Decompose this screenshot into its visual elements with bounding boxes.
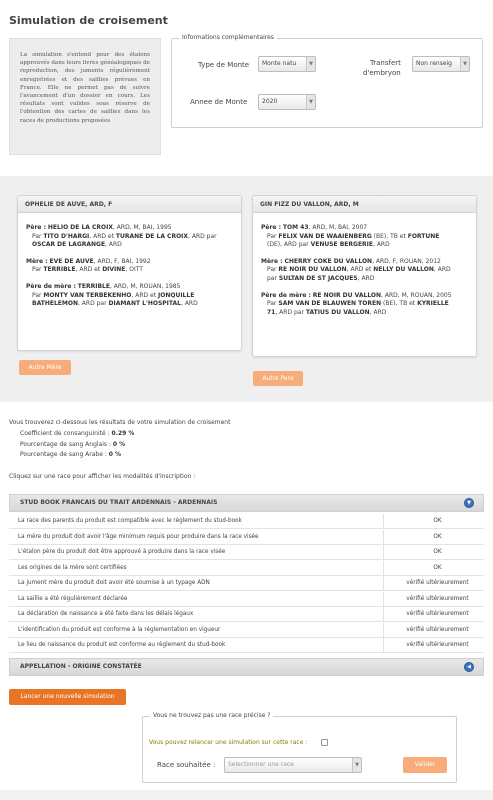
ancestor-info: , OITT bbox=[125, 266, 143, 274]
rule-text: L'identification du produit est conforme à la réglementation en vigueur bbox=[18, 626, 221, 633]
ancestor-name: DIVINE bbox=[102, 266, 126, 274]
chevron-down-icon: ▼ bbox=[352, 758, 361, 772]
ancestor-info: (BE), TB et bbox=[381, 300, 416, 308]
consanguinite-value: 0.29 % bbox=[111, 430, 135, 437]
par-text: Par bbox=[32, 291, 42, 299]
race-select[interactable] bbox=[224, 757, 362, 773]
pere-info: , ARD, M, BAI, 2007 bbox=[308, 224, 368, 231]
table-row bbox=[9, 607, 484, 622]
ancestor-info: , ARD et bbox=[89, 232, 114, 240]
chevron-down-icon: ▼ bbox=[460, 57, 469, 71]
father-panel bbox=[252, 195, 477, 357]
ancestor-info: , ARD par bbox=[77, 300, 107, 308]
rule-status: vérifié ultérieurement bbox=[383, 623, 491, 638]
footer-band bbox=[0, 790, 493, 800]
ancestor-name: OSCAR DE LAGRANGE bbox=[32, 241, 106, 249]
ancestor-info: , ARD par bbox=[188, 232, 217, 240]
ancestor-info: , ARD bbox=[357, 274, 375, 282]
par-text: Par bbox=[267, 266, 277, 274]
ancestor-info: , ARD bbox=[373, 241, 390, 249]
pdm-label: Père de mère : bbox=[261, 291, 311, 299]
anglais-value: 0 % bbox=[112, 441, 126, 448]
arabe-stat bbox=[20, 451, 121, 458]
ancestor-name: SULTAN DE ST JACQUES bbox=[278, 274, 358, 282]
pere-name: TOM 43 bbox=[282, 224, 309, 231]
pere-name: HELIO DE LA CROIX bbox=[47, 224, 113, 231]
ancestor-name: TURANE DE LA CROIX bbox=[115, 232, 189, 240]
par-text: Par bbox=[32, 232, 42, 240]
chevron-down-icon[interactable]: ▼ bbox=[464, 498, 474, 508]
rule-text: La jument mère du produit doit avoir été soumise à un typage ADN bbox=[18, 580, 210, 586]
rule-status: OK bbox=[383, 545, 491, 560]
ancestor-name: TITO D'HARGI bbox=[43, 232, 90, 240]
rule-status: vérifié ultérieurement bbox=[383, 576, 491, 591]
ancestor-name: TERRIBLE bbox=[43, 266, 76, 274]
race-label: Race souhaitée : bbox=[157, 761, 216, 769]
pdm-label: Père de mère : bbox=[26, 282, 76, 290]
annee-select-value: 2020 bbox=[262, 98, 278, 105]
validate-button[interactable]: Valider bbox=[403, 757, 447, 773]
pere-label: Père : bbox=[26, 224, 46, 231]
rule-status: vérifié ultérieurement bbox=[383, 638, 491, 653]
table-row bbox=[9, 592, 484, 607]
ancestor-name: SAM VAN DE BLAUWEN TOREN bbox=[278, 300, 382, 308]
monte-select[interactable] bbox=[258, 56, 316, 72]
mere-info: , ARD, F, ROUAN, 2012 bbox=[372, 257, 441, 265]
rule-status: OK bbox=[383, 561, 491, 576]
mere-info: , ARD, F, BAI, 1992 bbox=[93, 257, 151, 265]
ancestor-name: MONTY VAN TERBEKENHO bbox=[43, 291, 132, 299]
rule-text: La saillie a été régulièrement déclarée bbox=[18, 595, 128, 602]
info-legend: Informations complémentaires bbox=[179, 34, 277, 41]
mother-panel bbox=[17, 195, 242, 351]
studbook-title: STUD BOOK FRANCAIS DU TRAIT ARDENNAIS - ARDENNAIS bbox=[20, 499, 218, 506]
page-title: Simulation de croisement bbox=[9, 14, 168, 27]
ancestor-info: , ARD par bbox=[275, 308, 304, 316]
mother-header: OPHELIE DE AUVE, ARD, F bbox=[18, 196, 241, 213]
consanguinite-stat bbox=[20, 430, 134, 437]
transfert-label-1: Transfert bbox=[370, 59, 401, 67]
other-breed-legend: Vous ne trouvez pas une race précise ? bbox=[150, 712, 273, 719]
new-simulation-button[interactable]: Lancer une nouvelle simulation bbox=[9, 689, 126, 705]
table-row bbox=[9, 623, 484, 638]
results-intro: Vous trouverez ci-dessous les résultats de votre simulation de croisement bbox=[9, 419, 231, 426]
other-mother-button[interactable]: Autre Mère bbox=[19, 360, 71, 375]
rule-text: La déclaration de naissance a été faite dans les délais légaux bbox=[18, 611, 194, 617]
table-row bbox=[9, 638, 484, 653]
ancestor-name: RE NOIR DU VALLON bbox=[278, 266, 347, 274]
rule-text: Les origines de la mère sont certifiées bbox=[18, 564, 127, 571]
chevron-down-icon: ▼ bbox=[306, 95, 315, 109]
mere-name: CHERRY COKE DU VALLON bbox=[284, 257, 373, 265]
pdm-info: , ARD, M, ROUAN, 1985 bbox=[109, 282, 181, 290]
info-fieldset bbox=[171, 38, 483, 128]
table-row bbox=[9, 576, 484, 591]
rule-text: La race des parents du produit est compatible avec le règlement du stud-book bbox=[18, 518, 242, 524]
mother-pedigree bbox=[26, 224, 235, 317]
ancestor-info: (BE), TB et bbox=[371, 232, 406, 240]
par-text: Par bbox=[267, 232, 277, 240]
ancestor-name: JONQUILLE bbox=[158, 291, 195, 299]
ancestor-info: , ARD bbox=[181, 300, 198, 308]
rule-text: La mère du produit doit avoir l'âge minimum requis pour produire dans la race visée bbox=[18, 533, 259, 540]
rule-status: vérifié ultérieurement bbox=[383, 592, 491, 607]
transfert-label-2: d'embryon bbox=[363, 69, 401, 77]
ancestor-name: NELLY DU VALLON bbox=[373, 266, 434, 274]
ancestor-info: , ARD bbox=[369, 308, 387, 316]
table-row bbox=[9, 545, 484, 560]
arabe-label: Pourcentage de sang Arabe : bbox=[20, 451, 107, 458]
chevron-down-icon: ▼ bbox=[306, 57, 315, 71]
transfert-select[interactable] bbox=[412, 56, 470, 72]
ancestor-info: , ARD et bbox=[131, 291, 157, 299]
monte-label: Type de Monte bbox=[198, 61, 250, 69]
pdm-name: TERRIBLE bbox=[77, 282, 110, 290]
mere-label: Mère : bbox=[26, 257, 48, 265]
annee-select[interactable] bbox=[258, 94, 316, 110]
rule-text: L'étalon père du produit doit être approuvé à produire dans la race visée bbox=[18, 549, 226, 555]
ancestor-name: FORTUNE bbox=[407, 232, 440, 240]
ancestor-name: 71 bbox=[267, 308, 276, 316]
rule-status: OK bbox=[383, 530, 491, 545]
other-father-button[interactable]: Autre Pere bbox=[253, 371, 303, 386]
father-header: GIN FIZZ DU VALLON, ARD, M bbox=[253, 196, 476, 213]
arabe-value: 0 % bbox=[108, 451, 122, 458]
pere-label: Père : bbox=[261, 224, 281, 231]
father-pedigree bbox=[261, 224, 470, 325]
mere-label: Mère : bbox=[261, 257, 283, 265]
ancestor-name: BATHELEMON bbox=[32, 300, 78, 308]
appellation-title: APPELLATION - ORIGINE CONSTATÉE bbox=[20, 663, 142, 670]
par-text: Par bbox=[267, 300, 277, 308]
annee-label: Annee de Monte bbox=[190, 98, 248, 106]
intro-box bbox=[9, 38, 161, 155]
ancestor-name: VENUSE BERGERIE bbox=[310, 241, 374, 249]
consanguinite-label: Coefficient de consanguinité : bbox=[20, 430, 110, 437]
par-text: Par bbox=[32, 266, 42, 274]
ancestor-name: KYRIELLE bbox=[417, 300, 449, 308]
click-hint: Cliquez sur une race pour afficher les modalités d'inscription : bbox=[9, 473, 196, 480]
monte-select-value: Monte natu bbox=[262, 60, 297, 67]
ancestor-info: , ARD bbox=[105, 241, 122, 249]
rule-text: Le lieu de naissance du produit est conforme au règlement du stud-book bbox=[18, 642, 226, 648]
relaunch-checkbox[interactable] bbox=[321, 739, 328, 746]
table-row bbox=[9, 530, 484, 545]
race-select-placeholder: Selectionner une race bbox=[228, 761, 294, 768]
relaunch-label: Vous pouvez relancer une simulation sur cette race : bbox=[149, 739, 308, 746]
ancestor-name: DIAMANT L'HOSPITAL bbox=[108, 300, 181, 308]
anglais-stat bbox=[20, 441, 125, 448]
rule-status: vérifié ultérieurement bbox=[383, 607, 491, 622]
mere-name: EVE DE AUVE bbox=[49, 257, 94, 265]
ancestor-name: TATIUS DU VALLON bbox=[305, 308, 370, 316]
rule-status: OK bbox=[383, 514, 491, 529]
ancestor-info: , ARD et bbox=[346, 266, 372, 274]
chevron-left-icon[interactable]: ◀ bbox=[464, 662, 474, 672]
ancestor-info: (DE), ARD par bbox=[267, 241, 309, 249]
pdm-info: , ARD, M, ROUAN, 2005 bbox=[381, 291, 452, 299]
ancestor-info: , ARD et bbox=[75, 266, 101, 274]
table-row bbox=[9, 514, 484, 529]
pere-info: , ARD, M, BAI, 1995 bbox=[112, 224, 172, 231]
transfert-select-value: Non renseig bbox=[416, 60, 452, 67]
ancestor-info: , ARD bbox=[433, 266, 451, 274]
par-text: par bbox=[267, 274, 277, 282]
appellation-toggle[interactable] bbox=[9, 658, 484, 676]
intro-text: La simulation s'entend pour des étalons approuvés dans leurs livres généalogiques de reproduction, des juments régulièrement enregistrées et des saillies prévues en France. Elle ne permet pas de suivre l'avancement d'un dossier en cours. Les résultats sont valides sous réserve de l'obtention des cartes de saillies dans les races de productions proposées bbox=[20, 52, 150, 124]
table-row bbox=[9, 561, 484, 576]
anglais-label: Pourcentage de sang Anglais : bbox=[20, 441, 111, 448]
studbook-toggle[interactable] bbox=[9, 494, 484, 512]
ancestor-name: FELIX VAN DE WAAIENBERG bbox=[278, 232, 372, 240]
pdm-name: RE NOIR DU VALLON bbox=[312, 291, 382, 299]
